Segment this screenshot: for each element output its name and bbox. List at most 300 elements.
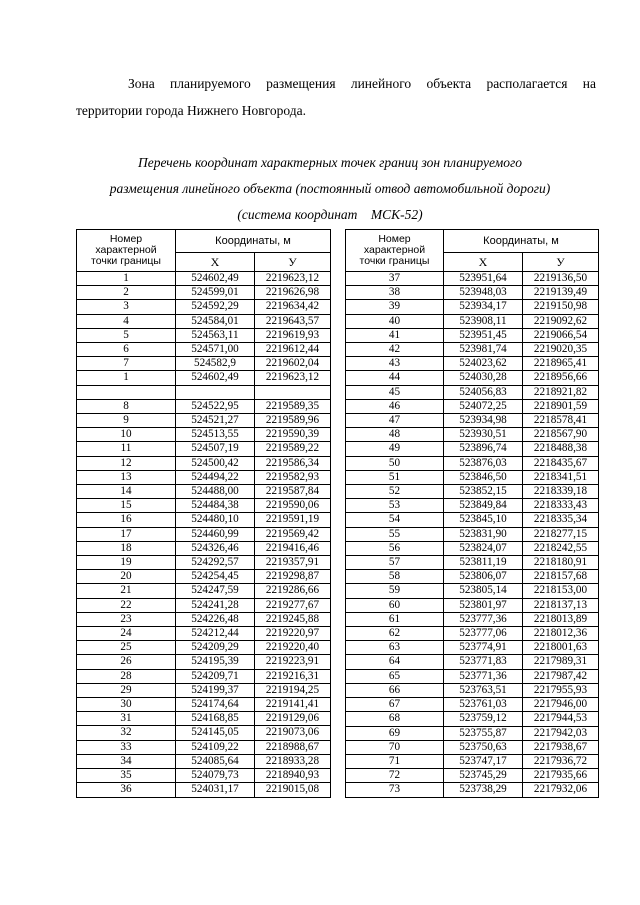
y-coordinate-cell: 2219602,04 xyxy=(255,357,331,371)
point-number-cell: 13 xyxy=(77,470,176,484)
point-number-cell: 15 xyxy=(77,499,176,513)
x-coordinate-cell: 524072,25 xyxy=(444,399,523,413)
y-coordinate-cell: 2218335,34 xyxy=(523,513,599,527)
table-row xyxy=(346,627,599,641)
table-row xyxy=(346,371,599,385)
y-coordinate-cell: 2217936,72 xyxy=(523,754,599,768)
y-coordinate-cell: 2218488,38 xyxy=(523,442,599,456)
table-row xyxy=(77,328,331,342)
x-coordinate-cell: 524226,48 xyxy=(176,612,255,626)
table-row xyxy=(346,385,599,399)
x-coordinate-cell: 523981,74 xyxy=(444,343,523,357)
x-coordinate-cell: 524168,85 xyxy=(176,712,255,726)
y-coordinate-cell: 2219150,98 xyxy=(523,300,599,314)
table-row xyxy=(77,712,331,726)
y-coordinate-cell: 2219220,97 xyxy=(255,627,331,641)
coordinates-table-right xyxy=(345,229,599,798)
point-number-cell: 45 xyxy=(346,385,444,399)
point-number-cell: 28 xyxy=(77,669,176,683)
table-row xyxy=(346,300,599,314)
table-row xyxy=(77,584,331,598)
y-coordinate-cell: 2219582,93 xyxy=(255,470,331,484)
table-row xyxy=(77,499,331,513)
table-row xyxy=(77,286,331,300)
x-coordinate-cell: 523745,29 xyxy=(444,769,523,783)
point-number-cell: 1 xyxy=(77,272,176,286)
y-coordinate-cell: 2218940,93 xyxy=(255,769,331,783)
y-coordinate-cell: 2219223,91 xyxy=(255,655,331,669)
x-coordinate-cell: 523811,19 xyxy=(444,556,523,570)
y-header: У xyxy=(255,253,331,272)
point-number-cell: 17 xyxy=(77,527,176,541)
point-number-cell: 49 xyxy=(346,442,444,456)
point-number-cell: 37 xyxy=(346,272,444,286)
point-number-cell: 68 xyxy=(346,712,444,726)
y-coordinate-cell: 2219586,34 xyxy=(255,456,331,470)
table-row xyxy=(346,343,599,357)
point-number-cell: 14 xyxy=(77,485,176,499)
x-coordinate-cell: 523831,90 xyxy=(444,527,523,541)
table-heading xyxy=(60,150,600,228)
y-coordinate-cell: 2219357,91 xyxy=(255,556,331,570)
y-coordinate-cell: 2217942,03 xyxy=(523,726,599,740)
heading-line-3: (система координат МСК-52) xyxy=(237,207,423,222)
y-header: У xyxy=(523,253,599,272)
point-number-cell: 56 xyxy=(346,541,444,555)
y-coordinate-cell: 2218180,91 xyxy=(523,556,599,570)
x-coordinate-cell: 524592,29 xyxy=(176,300,255,314)
x-coordinate-cell: 523774,91 xyxy=(444,641,523,655)
x-coordinate-cell: 524079,73 xyxy=(176,769,255,783)
point-number-cell: 19 xyxy=(77,556,176,570)
table-row xyxy=(77,399,331,413)
point-number-cell: 63 xyxy=(346,641,444,655)
y-coordinate-cell: 2218001,63 xyxy=(523,641,599,655)
y-coordinate-cell: 2219589,96 xyxy=(255,414,331,428)
x-coordinate-cell: 523951,64 xyxy=(444,272,523,286)
y-coordinate-cell: 2219141,41 xyxy=(255,698,331,712)
y-coordinate-cell: 2219634,42 xyxy=(255,300,331,314)
y-coordinate-cell: 2219298,87 xyxy=(255,570,331,584)
number-header-line3: точки границы xyxy=(359,255,430,267)
x-coordinate-cell: 523771,36 xyxy=(444,669,523,683)
table-row xyxy=(77,314,331,328)
y-coordinate-cell: 2218277,15 xyxy=(523,527,599,541)
intro-line-2: территории города Нижнего Новгорода. xyxy=(76,103,306,118)
x-coordinate-cell: 523747,17 xyxy=(444,754,523,768)
point-number-cell: 57 xyxy=(346,556,444,570)
x-coordinate-cell: 523750,63 xyxy=(444,740,523,754)
table-row xyxy=(77,698,331,712)
number-header-line1: Номер xyxy=(109,233,143,245)
table-row xyxy=(77,456,331,470)
x-coordinate-cell: 523763,51 xyxy=(444,683,523,697)
point-number-cell: 51 xyxy=(346,470,444,484)
y-coordinate-cell: 2219587,84 xyxy=(255,485,331,499)
y-coordinate-cell: 2218578,41 xyxy=(523,414,599,428)
x-coordinate-cell: 524174,64 xyxy=(176,698,255,712)
point-number-cell: 69 xyxy=(346,726,444,740)
x-coordinate-cell: 524488,00 xyxy=(176,485,255,499)
y-coordinate-cell: 2217955,93 xyxy=(523,683,599,697)
intro-paragraph xyxy=(76,70,596,124)
point-number-cell: 9 xyxy=(77,414,176,428)
table-row xyxy=(346,485,599,499)
y-coordinate-cell: 2219619,93 xyxy=(255,328,331,342)
x-coordinate-cell: 524030,28 xyxy=(444,371,523,385)
y-coordinate-cell: 2218157,68 xyxy=(523,570,599,584)
y-coordinate-cell: 2218988,67 xyxy=(255,740,331,754)
table-row xyxy=(346,698,599,712)
table-row xyxy=(346,414,599,428)
y-coordinate-cell: 2219643,57 xyxy=(255,314,331,328)
y-coordinate-cell: 2218435,67 xyxy=(523,456,599,470)
point-number-cell: 3 xyxy=(77,300,176,314)
y-coordinate-cell: 2218965,41 xyxy=(523,357,599,371)
point-number-cell: 47 xyxy=(346,414,444,428)
x-coordinate-cell: 523777,06 xyxy=(444,627,523,641)
table-row xyxy=(77,300,331,314)
y-coordinate-cell: 2218153,00 xyxy=(523,584,599,598)
y-coordinate-cell: 2218956,66 xyxy=(523,371,599,385)
x-coordinate-cell: 523805,14 xyxy=(444,584,523,598)
right-table-body xyxy=(346,272,599,798)
x-coordinate-cell: 523738,29 xyxy=(444,783,523,797)
table-row xyxy=(77,570,331,584)
point-number-cell: 34 xyxy=(77,754,176,768)
y-coordinate-cell: 2218933,28 xyxy=(255,754,331,768)
point-number-cell: 21 xyxy=(77,584,176,598)
table-row xyxy=(346,754,599,768)
table-row xyxy=(346,641,599,655)
y-coordinate-cell: 2217938,67 xyxy=(523,740,599,754)
x-coordinate-cell: 524602,49 xyxy=(176,371,255,385)
x-coordinate-cell: 523908,11 xyxy=(444,314,523,328)
x-coordinate-cell: 524292,57 xyxy=(176,556,255,570)
point-number-cell: 65 xyxy=(346,669,444,683)
x-coordinate-cell: 524521,27 xyxy=(176,414,255,428)
x-coordinate-cell: 524460,99 xyxy=(176,527,255,541)
y-coordinate-cell: 2219015,08 xyxy=(255,783,331,797)
point-number-cell: 64 xyxy=(346,655,444,669)
y-coordinate-cell: 2219194,25 xyxy=(255,683,331,697)
table-row xyxy=(77,414,331,428)
table-row xyxy=(346,712,599,726)
y-coordinate-cell xyxy=(255,385,331,399)
y-coordinate-cell: 2218013,89 xyxy=(523,612,599,626)
x-coordinate-cell: 524247,59 xyxy=(176,584,255,598)
table-row xyxy=(77,655,331,669)
y-coordinate-cell: 2219612,44 xyxy=(255,343,331,357)
y-coordinate-cell: 2219591,19 xyxy=(255,513,331,527)
x-coordinate-cell: 524522,95 xyxy=(176,399,255,413)
x-coordinate-cell: 524212,44 xyxy=(176,627,255,641)
point-number-cell: 32 xyxy=(77,726,176,740)
x-coordinate-cell: 523849,84 xyxy=(444,499,523,513)
y-coordinate-cell: 2219216,31 xyxy=(255,669,331,683)
y-coordinate-cell: 2219073,06 xyxy=(255,726,331,740)
x-coordinate-cell: 524599,01 xyxy=(176,286,255,300)
table-row xyxy=(346,541,599,555)
table-row xyxy=(346,513,599,527)
y-coordinate-cell: 2218339,18 xyxy=(523,485,599,499)
table-row xyxy=(77,513,331,527)
x-coordinate-cell: 523759,12 xyxy=(444,712,523,726)
x-coordinate-cell: 523771,83 xyxy=(444,655,523,669)
x-coordinate-cell: 524023,62 xyxy=(444,357,523,371)
y-coordinate-cell: 2219139,49 xyxy=(523,286,599,300)
x-coordinate-cell: 524109,22 xyxy=(176,740,255,754)
heading-line-1: Перечень координат характерных точек границ зон планируемого xyxy=(138,155,522,170)
table-row xyxy=(77,683,331,697)
x-coordinate-cell: 523876,03 xyxy=(444,456,523,470)
point-number-cell: 11 xyxy=(77,442,176,456)
y-coordinate-cell: 2217987,42 xyxy=(523,669,599,683)
point-number-cell: 43 xyxy=(346,357,444,371)
table-row xyxy=(346,683,599,697)
point-number-cell: 44 xyxy=(346,371,444,385)
point-number-cell: 62 xyxy=(346,627,444,641)
table-row xyxy=(77,385,331,399)
x-coordinate-cell: 523761,03 xyxy=(444,698,523,712)
coords-header: Координаты, м xyxy=(176,230,331,253)
point-number-cell: 31 xyxy=(77,712,176,726)
point-number-cell: 16 xyxy=(77,513,176,527)
y-coordinate-cell: 2218921,82 xyxy=(523,385,599,399)
x-coordinate-cell: 524563,11 xyxy=(176,328,255,342)
y-coordinate-cell: 2219626,98 xyxy=(255,286,331,300)
table-row xyxy=(77,627,331,641)
table-row xyxy=(346,272,599,286)
point-number-cell: 23 xyxy=(77,612,176,626)
table-row xyxy=(346,584,599,598)
point-number-cell: 73 xyxy=(346,783,444,797)
point-number-cell: 52 xyxy=(346,485,444,499)
x-coordinate-cell: 524209,29 xyxy=(176,641,255,655)
point-number-cell: 70 xyxy=(346,740,444,754)
table-row xyxy=(346,612,599,626)
point-number-cell: 1 xyxy=(77,371,176,385)
point-number-cell xyxy=(77,385,176,399)
table-row xyxy=(346,499,599,513)
point-number-cell: 26 xyxy=(77,655,176,669)
point-number-cell: 8 xyxy=(77,399,176,413)
y-coordinate-cell: 2219589,35 xyxy=(255,399,331,413)
x-coordinate-cell: 524254,45 xyxy=(176,570,255,584)
point-number-cell: 6 xyxy=(77,343,176,357)
table-row xyxy=(346,669,599,683)
table-row xyxy=(77,428,331,442)
point-number-cell: 29 xyxy=(77,683,176,697)
x-coordinate-cell: 523948,03 xyxy=(444,286,523,300)
number-header-line1: Номер xyxy=(378,233,411,245)
x-coordinate-cell: 524602,49 xyxy=(176,272,255,286)
x-coordinate-cell xyxy=(176,385,255,399)
table-row xyxy=(346,769,599,783)
y-coordinate-cell: 2219589,22 xyxy=(255,442,331,456)
coordinates-table-left xyxy=(76,229,331,798)
table-row xyxy=(77,371,331,385)
x-coordinate-cell: 524085,64 xyxy=(176,754,255,768)
y-coordinate-cell: 2218333,43 xyxy=(523,499,599,513)
point-number-cell: 50 xyxy=(346,456,444,470)
point-number-cell: 10 xyxy=(77,428,176,442)
x-coordinate-cell: 524571,00 xyxy=(176,343,255,357)
table-row xyxy=(77,485,331,499)
point-number-cell: 40 xyxy=(346,314,444,328)
point-number-cell: 38 xyxy=(346,286,444,300)
x-coordinate-cell: 523846,50 xyxy=(444,470,523,484)
x-coordinate-cell: 524584,01 xyxy=(176,314,255,328)
y-coordinate-cell: 2218901,59 xyxy=(523,399,599,413)
point-number-cell: 55 xyxy=(346,527,444,541)
y-coordinate-cell: 2219590,39 xyxy=(255,428,331,442)
point-number-cell: 12 xyxy=(77,456,176,470)
y-coordinate-cell: 2219277,67 xyxy=(255,598,331,612)
x-coordinate-cell: 523896,74 xyxy=(444,442,523,456)
y-coordinate-cell: 2219623,12 xyxy=(255,272,331,286)
table-row xyxy=(77,357,331,371)
table-row xyxy=(77,754,331,768)
table-row xyxy=(346,357,599,371)
x-coordinate-cell: 523934,98 xyxy=(444,414,523,428)
y-coordinate-cell: 2219220,40 xyxy=(255,641,331,655)
x-coordinate-cell: 524582,9 xyxy=(176,357,255,371)
table-row xyxy=(346,314,599,328)
y-coordinate-cell: 2217935,66 xyxy=(523,769,599,783)
point-number-cell: 4 xyxy=(77,314,176,328)
point-number-cell: 22 xyxy=(77,598,176,612)
point-number-cell: 41 xyxy=(346,328,444,342)
intro-line-1: Зона планируемого размещения линейного объекта располагается на xyxy=(128,76,596,91)
point-number-cell: 30 xyxy=(77,698,176,712)
point-number-cell: 42 xyxy=(346,343,444,357)
x-coordinate-cell: 523930,51 xyxy=(444,428,523,442)
table-row xyxy=(77,726,331,740)
y-coordinate-cell: 2219136,50 xyxy=(523,272,599,286)
table-row xyxy=(77,556,331,570)
left-table-body xyxy=(77,272,331,798)
table-row xyxy=(346,570,599,584)
y-coordinate-cell: 2218012,36 xyxy=(523,627,599,641)
x-coordinate-cell: 523845,10 xyxy=(444,513,523,527)
point-number-cell: 48 xyxy=(346,428,444,442)
point-number-cell: 61 xyxy=(346,612,444,626)
table-row xyxy=(77,783,331,797)
x-coordinate-cell: 523777,36 xyxy=(444,612,523,626)
table-row xyxy=(346,556,599,570)
y-coordinate-cell: 2219066,54 xyxy=(523,328,599,342)
y-coordinate-cell: 2219623,12 xyxy=(255,371,331,385)
table-row xyxy=(77,527,331,541)
point-number-cell: 66 xyxy=(346,683,444,697)
number-header-line2: характерной xyxy=(95,244,157,256)
point-number-cell: 46 xyxy=(346,399,444,413)
point-number-cell: 53 xyxy=(346,499,444,513)
point-number-cell: 72 xyxy=(346,769,444,783)
point-number-cell: 7 xyxy=(77,357,176,371)
point-number-cell: 67 xyxy=(346,698,444,712)
table-row xyxy=(346,428,599,442)
table-row xyxy=(346,655,599,669)
point-number-cell: 59 xyxy=(346,584,444,598)
x-coordinate-cell: 523824,07 xyxy=(444,541,523,555)
table-row xyxy=(346,399,599,413)
x-header: Х xyxy=(444,253,523,272)
x-coordinate-cell: 524056,83 xyxy=(444,385,523,399)
y-coordinate-cell: 2218341,51 xyxy=(523,470,599,484)
x-coordinate-cell: 524145,05 xyxy=(176,726,255,740)
point-number-cell: 39 xyxy=(346,300,444,314)
table-row xyxy=(346,598,599,612)
number-header-line3: точки границы xyxy=(91,255,161,267)
table-row xyxy=(77,641,331,655)
table-row xyxy=(346,286,599,300)
y-coordinate-cell: 2219590,06 xyxy=(255,499,331,513)
x-coordinate-cell: 523755,87 xyxy=(444,726,523,740)
point-number-cell: 20 xyxy=(77,570,176,584)
point-number-cell: 18 xyxy=(77,541,176,555)
x-coordinate-cell: 524031,17 xyxy=(176,783,255,797)
x-coordinate-cell: 524199,37 xyxy=(176,683,255,697)
y-coordinate-cell: 2218242,55 xyxy=(523,541,599,555)
x-coordinate-cell: 523806,07 xyxy=(444,570,523,584)
point-number-cell: 35 xyxy=(77,769,176,783)
table-row xyxy=(77,740,331,754)
table-row xyxy=(346,328,599,342)
x-coordinate-cell: 524480,10 xyxy=(176,513,255,527)
table-row xyxy=(77,470,331,484)
number-header xyxy=(77,230,176,272)
point-number-cell: 5 xyxy=(77,328,176,342)
number-header xyxy=(346,230,444,272)
x-coordinate-cell: 524500,42 xyxy=(176,456,255,470)
x-coordinate-cell: 524484,38 xyxy=(176,499,255,513)
y-coordinate-cell: 2219245,88 xyxy=(255,612,331,626)
x-coordinate-cell: 524507,19 xyxy=(176,442,255,456)
y-coordinate-cell: 2219286,66 xyxy=(255,584,331,598)
x-header: Х xyxy=(176,253,255,272)
x-coordinate-cell: 523852,15 xyxy=(444,485,523,499)
point-number-cell: 25 xyxy=(77,641,176,655)
table-row xyxy=(346,470,599,484)
point-number-cell: 33 xyxy=(77,740,176,754)
y-coordinate-cell: 2219569,42 xyxy=(255,527,331,541)
table-row xyxy=(77,343,331,357)
table-row xyxy=(77,612,331,626)
point-number-cell: 36 xyxy=(77,783,176,797)
y-coordinate-cell: 2219416,46 xyxy=(255,541,331,555)
y-coordinate-cell: 2217989,31 xyxy=(523,655,599,669)
table-row xyxy=(77,272,331,286)
table-row xyxy=(346,442,599,456)
y-coordinate-cell: 2217932,06 xyxy=(523,783,599,797)
table-row xyxy=(77,669,331,683)
x-coordinate-cell: 524513,55 xyxy=(176,428,255,442)
table-row xyxy=(77,769,331,783)
table-row xyxy=(346,527,599,541)
point-number-cell: 60 xyxy=(346,598,444,612)
x-coordinate-cell: 524195,39 xyxy=(176,655,255,669)
number-header-line2: характерной xyxy=(363,244,426,256)
table-row xyxy=(346,783,599,797)
table-row xyxy=(77,442,331,456)
point-number-cell: 54 xyxy=(346,513,444,527)
table-row xyxy=(346,740,599,754)
x-coordinate-cell: 523934,17 xyxy=(444,300,523,314)
y-coordinate-cell: 2219092,62 xyxy=(523,314,599,328)
y-coordinate-cell: 2217944,53 xyxy=(523,712,599,726)
